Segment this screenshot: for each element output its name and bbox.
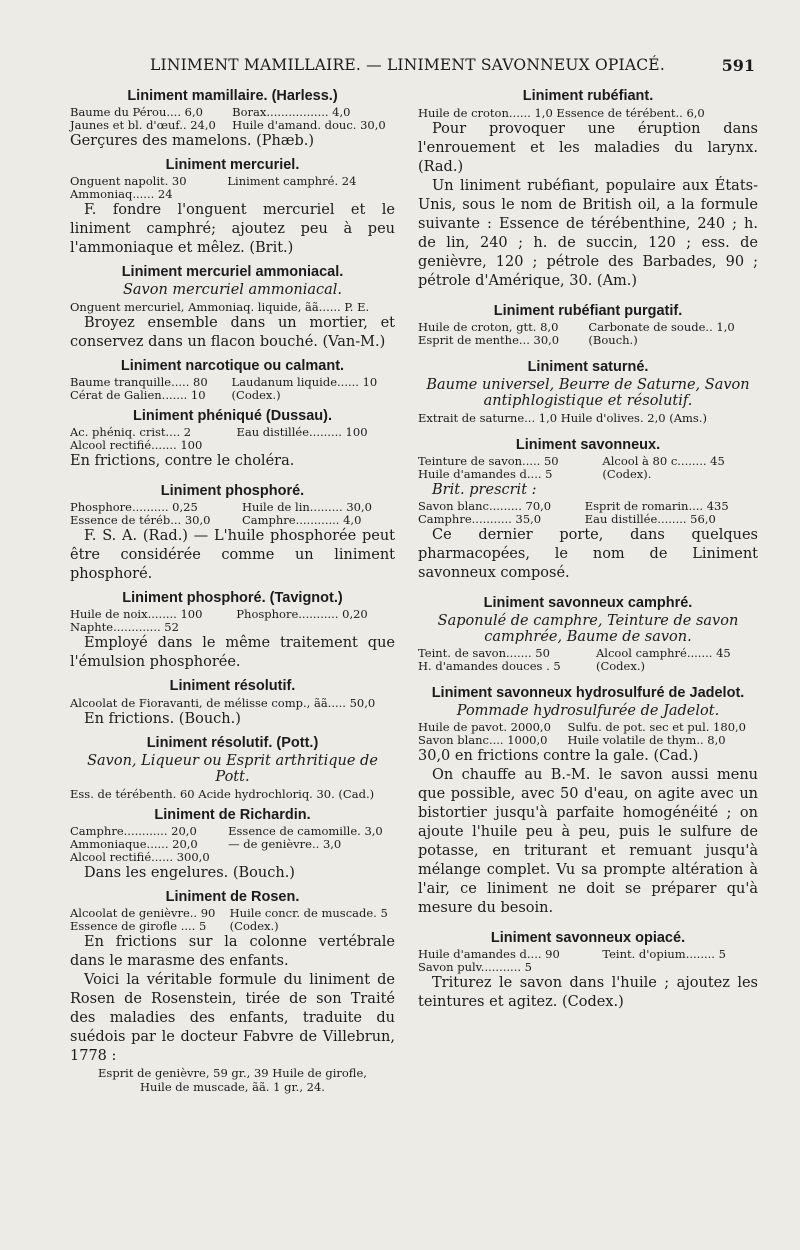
ingredient-table (70, 608, 395, 634)
entry-text: Pour provoquer une éruption dans l'enrouement et les maladies du larynx. (Rad.) (418, 121, 758, 175)
entry-title: Liniment phosphoré. (Tavignot.) (122, 590, 343, 606)
ingredient-table (418, 455, 758, 481)
entry-title: Liniment rubéfiant purgatif. (493, 303, 683, 319)
ingredient-line: Extrait de saturne... 1,0 Huile d'olives. 2,0 (Ams.) (418, 411, 707, 425)
ingredient: Alcool rectifié....... 100 (70, 438, 203, 452)
entry-title: Liniment mercuriel ammoniacal. (121, 264, 344, 280)
entry-text: En frictions. (Bouch.) (84, 711, 241, 727)
entry-rubefiant (418, 88, 758, 291)
ingredient-line: Huile de croton...... 1,0 Essence de térébent.. 6,0 (418, 106, 705, 120)
entry-title: Liniment résolutif. (Pott.) (146, 735, 319, 751)
entry-text: F. fondre l'onguent mercuriel et le liniment camphré; ajoutez peu à peu l'ammoniaque et mêlez. (Brit.) (70, 202, 395, 256)
entry-subtitle: Saponulé de camphre, Teinture de savon camphrée, Baume de savon. (437, 613, 739, 645)
entry-richardin (70, 807, 395, 883)
entry-narcotique (70, 358, 395, 402)
entry-savonneux (418, 437, 758, 583)
ingredient: Carbonate de soude.. 1,0 (588, 320, 735, 334)
ingredient: Huile de pavot. 2000,0 (418, 720, 551, 734)
page-header (70, 56, 755, 80)
ingredient: Huile d'amand. douc. 30,0 (232, 118, 386, 132)
entry-subtitle: Savon, Liqueur ou Esprit arthritique de Pott. (87, 753, 378, 785)
ingredient-table (418, 500, 758, 526)
entry-title: Liniment de Richardin. (154, 807, 311, 823)
ingredient-line: Onguent mercuriel, Ammoniaq. liquide, ãã...... P. E. (70, 300, 370, 314)
entry-resolutif (70, 678, 395, 729)
ingredient-table (418, 948, 758, 974)
ingredient: Phosphore........... 0,20 (236, 607, 368, 621)
ingredient-table (70, 175, 395, 201)
entry-rosen (70, 889, 395, 1094)
ingredient: Baume tranquille..... 80 (70, 375, 208, 389)
ingredient: Ammoniaq...... 24 (70, 187, 173, 201)
ingredient-table (418, 321, 758, 347)
ingredient: Huile d'amandes d.... 5 (418, 467, 553, 481)
ingredient-table (418, 647, 758, 673)
ingredient-table (70, 501, 395, 527)
entry-text: Broyez ensemble dans un mortier, et conservez dans un flacon bouché. (Van-M.) (70, 315, 395, 350)
ingredient: Huile de croton, gtt. 8,0 (418, 320, 559, 334)
ingredient: Phosphore.......... 0,25 (70, 500, 198, 514)
ingredient: (Codex.) (231, 388, 281, 402)
ingredient: Ac. phéniq. crist.... 2 (70, 425, 192, 439)
entry-mercuriel (70, 157, 395, 258)
ingredient: Eau distillée........ 56,0 (584, 512, 716, 526)
entry-text: Brit. prescrit : (432, 482, 537, 498)
ingredient: Laudanum liquide...... 10 (231, 375, 378, 389)
entry-title: Liniment narcotique ou calmant. (120, 358, 345, 374)
entry-text: En frictions sur la colonne vertébrale dans le marasme des enfants. (70, 934, 395, 969)
ingredient: Savon pulv........... 5 (418, 960, 532, 974)
ingredient-table (70, 376, 395, 402)
ingredient: Camphre............ 20,0 (70, 824, 197, 838)
ingredient: Sulfu. de pot. sec et pul. 180,0 (567, 720, 746, 734)
ingredient: (Bouch.) (588, 333, 638, 347)
entry-title: Liniment savonneux. (515, 437, 661, 453)
entry-title: Liniment savonneux camphré. (483, 595, 693, 611)
entry-sature (418, 359, 758, 425)
entry-title: Liniment savonneux hydrosulfuré de Jadelot. (431, 685, 745, 701)
ingredient: Jaunes et bl. d'œuf.. 24,0 (70, 118, 216, 132)
ingredient-table (418, 721, 758, 747)
entry-phenique (70, 408, 395, 471)
ingredient: Esprit de menthe... 30,0 (418, 333, 560, 347)
running-title: LINIMENT MAMILLAIRE. — LINIMENT SAVONNEUX OPIACÉ. (150, 56, 665, 74)
entry-text: Voici la véritable formule du liniment de Rosen de Rosenstein, tirée de son Traité des maladies des enfants, traduite du suédois par le docteur Fabvre de Villebrun, 1778 : (70, 972, 395, 1064)
ingredient: Esprit de romarin.... 435 (584, 499, 729, 513)
entry-resolutif-pott (70, 735, 395, 801)
ingredient: Teint. d'opium........ 5 (602, 947, 726, 961)
page-number: 591 (721, 56, 755, 75)
ingredient: — de genièvre.. 3,0 (228, 837, 342, 851)
ingredient: Camphre........... 35,0 (418, 512, 542, 526)
entry-title: Liniment résolutif. (169, 678, 296, 694)
ingredient: Huile de noix........ 100 (70, 607, 203, 621)
ingredient: H. d'amandes douces . 5 (418, 659, 561, 673)
ingredient-line: Alcoolat de Fioravanti, de mélisse comp., ãã..... 50,0 (70, 696, 376, 710)
ingredient: Ammoniaque...... 20,0 (70, 837, 198, 851)
ingredient: Huile de lin......... 30,0 (241, 500, 372, 514)
entry-title: Liniment de Rosen. (165, 889, 300, 905)
ingredient (219, 188, 395, 201)
entry-title: Liniment rubéfiant. (522, 88, 654, 104)
entry-text: Triturez le savon dans l'huile ; ajoutez les teintures et agitez. (Codex.) (418, 975, 758, 1010)
ingredient: Baume du Pérou.... 6,0 (70, 105, 203, 119)
entry-rubefiant-purgatif (418, 303, 758, 347)
entry-title: Liniment savonneux opiacé. (490, 930, 686, 946)
entry-title: Liniment mamillaire. (Harless.) (127, 88, 338, 104)
ingredient: Teinture de savon..... 50 (418, 454, 559, 468)
entry-phosphore-tavignot (70, 590, 395, 672)
ingredient: Naphte............. 52 (70, 620, 179, 634)
ingredient (228, 621, 395, 634)
entry-subtitle: Baume universel, Beurre de Saturne, Savon antiphlogistique et résolutif. (426, 377, 750, 409)
left-column (70, 88, 395, 1100)
entry-text: F. S. A. (Rad.) — L'huile phosphorée peut être considérée comme un liniment phosphoré. (70, 528, 395, 582)
ingredient: (Codex). (602, 467, 652, 481)
ingredient: Huile volatile de thym.. 8,0 (567, 733, 726, 747)
ingredient-table (70, 907, 395, 933)
ingredient (594, 961, 758, 974)
entry-text: Ce dernier porte, dans quelques pharmacopées, le nom de Liniment savonneux composé. (418, 527, 758, 581)
ingredient: (Codex.) (595, 659, 645, 673)
ingredient-table (70, 426, 395, 452)
ingredient: Huile concr. de muscade. 5 (229, 906, 388, 920)
ingredient (228, 439, 395, 452)
entry-text: 30,0 en frictions contre la gale. (Cad.) (418, 748, 699, 764)
ingredient: Liniment camphré. 24 (227, 174, 357, 188)
entry-title: Liniment mercuriel. (165, 157, 300, 173)
ingredient: Onguent napolit. 30 (70, 174, 187, 188)
entry-savonneux-camphre (418, 595, 758, 673)
ingredient: Savon blanc......... 70,0 (418, 499, 552, 513)
formula-line: Esprit de genièvre, 59 gr., 39 Huile de girofle, (98, 1066, 367, 1080)
ingredient: Essence de girofle .... 5 (70, 919, 207, 933)
entry-title: Liniment phosphoré. (160, 483, 305, 499)
entry-title: Liniment saturné. (527, 359, 649, 375)
ingredient: Cérat de Galien....... 10 (70, 388, 206, 402)
ingredient: Savon blanc.... 1000,0 (418, 733, 548, 747)
ingredient: Alcool camphré....... 45 (595, 646, 731, 660)
right-column (418, 88, 758, 1018)
formula-line: Huile de muscade, ãã. 1 gr., 24. (140, 1080, 325, 1094)
ingredient (220, 851, 395, 864)
entry-title: Liniment phéniqué (Dussau). (133, 408, 332, 424)
ingredient: Teint. de savon....... 50 (418, 646, 550, 660)
ingredient-table (70, 106, 395, 132)
ingredient-line: Ess. de térébenth. 60 Acide hydrochloriq. 30. (Cad.) (70, 787, 375, 801)
entry-text: En frictions, contre le choléra. (70, 453, 295, 469)
entry-mercuriel-ammoniacal (70, 264, 395, 352)
ingredient: Eau distillée......... 100 (236, 425, 368, 439)
entry-subtitle: Savon mercuriel ammoniacal. (122, 282, 343, 298)
entry-text: Un liniment rubéfiant, populaire aux États-Unis, sous le nom de British oil, a la formule suivante : Essence de térébenthine, 240 ; h. de lin, 240 ; h. de succin, 120 ; ess. de genièvre, 120 ; pétrole des Barbades, 90 ; pétrole d'Amérique, 30. (Am.) (418, 178, 758, 289)
ingredient: Alcool rectifié...... 300,0 (70, 850, 210, 864)
ingredient-table (70, 825, 395, 864)
ingredient: Camphre............ 4,0 (241, 513, 362, 527)
entry-text: Employé dans le même traitement que l'émulsion phosphorée. (70, 635, 395, 670)
ingredient: Alcool à 80 c........ 45 (602, 454, 725, 468)
ingredient: Essence de téréb... 30,0 (70, 513, 211, 527)
ingredient: Borax................. 4,0 (232, 105, 351, 119)
entry-text: Dans les engelures. (Bouch.) (84, 865, 295, 881)
entry-subtitle: Pommade hydrosulfurée de Jadelot. (456, 703, 720, 719)
entry-mamillaire (70, 88, 395, 151)
ingredient: Huile d'amandes d.... 90 (418, 947, 560, 961)
entry-opiace (418, 930, 758, 1012)
ingredient: Alcoolat de genièvre.. 90 (70, 906, 216, 920)
ingredient: Essence de camomille. 3,0 (228, 824, 383, 838)
entry-hydrosulfure (418, 685, 758, 918)
entry-phosphore (70, 483, 395, 584)
entry-text: Gerçures des mamelons. (Phæb.) (70, 133, 315, 149)
ingredient: (Codex.) (229, 919, 279, 933)
entry-text: On chauffe au B.-M. le savon aussi menu que possible, avec 50 d'eau, on agite avec un bistortier jusqu'à parfaite homogénéité ; on ajoute l'huile peu à peu, puis le sulfure de potasse, en triturant et remuant jusqu'à mélange complet. Vu sa prompte altération à l'air, ce liniment ne doit se préparer qu'à mesure du besoin. (418, 767, 758, 916)
